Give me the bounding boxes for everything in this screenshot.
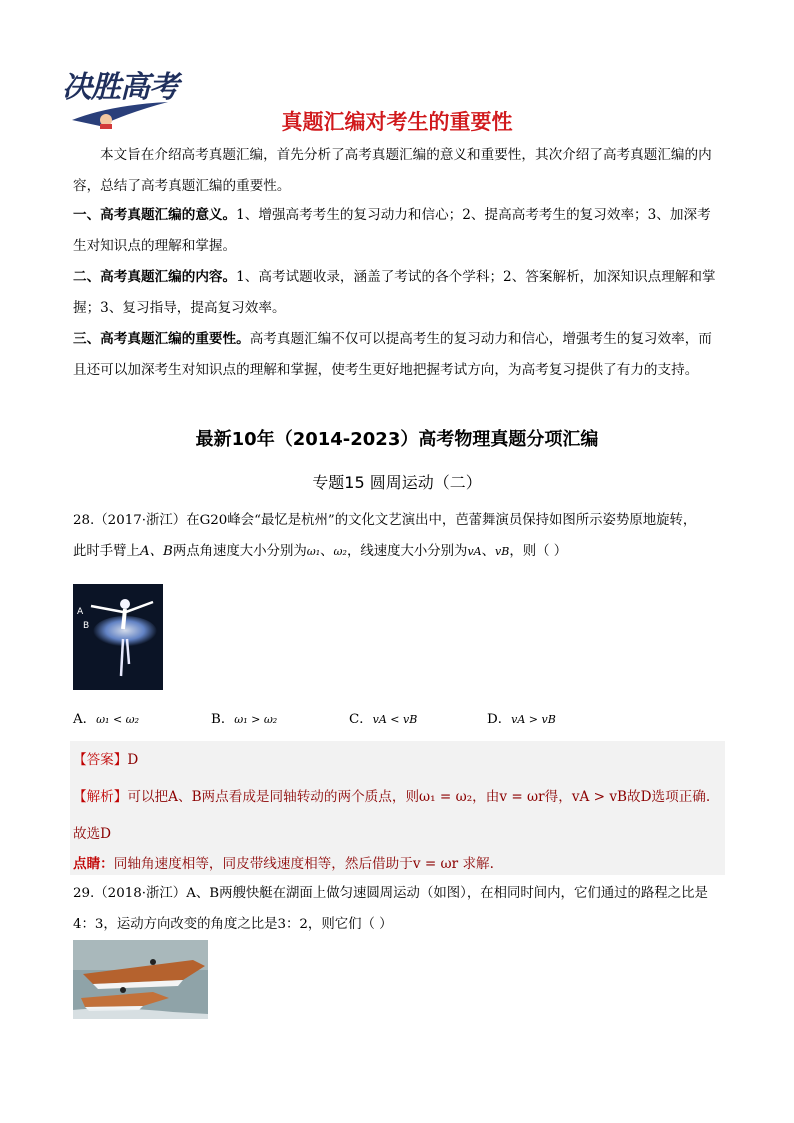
v-b: vB <box>495 545 510 558</box>
question-28-stem <box>73 505 723 567</box>
conclusion-line <box>73 822 111 842</box>
option-text: ω₁ < ω₂ <box>96 713 140 726</box>
stem-points: A、B <box>139 544 173 559</box>
option-a[interactable] <box>73 708 139 727</box>
question-29-stem <box>73 878 723 940</box>
ballet-dancer-icon <box>73 584 163 690</box>
omega-1: ω₁ <box>306 545 321 558</box>
analysis-line <box>73 785 710 805</box>
stem-line-1: 29.（2018·浙江）A、B两艘快艇在湖面上做匀速圆周运动（如图），在相同时间内，它们通过的路程之比是 <box>73 886 708 901</box>
option-b[interactable] <box>211 708 277 727</box>
analysis-text: 可以把A、B两点看成是同轴转动的两个质点，则ω₁ = ω₂，由v = ωr得，vA > vB故D选项正确. <box>127 789 711 805</box>
ballet-dancer-image <box>73 584 163 690</box>
logo-text: 决胜高考 <box>62 70 178 105</box>
v-a: vA <box>467 545 482 558</box>
answer-line <box>73 748 138 768</box>
analysis-label: 【解析】 <box>73 789 128 805</box>
tip-line <box>73 852 494 872</box>
section-label: 三、高考真题汇编的重要性。 <box>73 331 250 347</box>
section-content <box>73 262 723 324</box>
option-letter: C． <box>349 712 373 727</box>
stem-line-2 <box>73 536 723 567</box>
section-text: 1、高考试题收录，涵盖了考试的各个学科；2、答案解析，加深知识点理解和掌握；3、复习指导，提高复习效率。 <box>73 269 716 316</box>
stem-text: ，线速度大小分别为 <box>346 544 468 559</box>
section-text: 1、增强高考考生的复习动力和信心；2、提高高考考生的复习效率；3、加深考生对知识点的理解和掌握。 <box>73 207 711 254</box>
option-d[interactable] <box>487 708 556 727</box>
stem-line-1: 28.（2017·浙江）在G20峰会“最忆是杭州”的文化文艺演出中，芭蕾舞演员保持如图所示姿势原地旋转， <box>73 513 697 528</box>
section-label: 二、高考真题汇编的内容。 <box>73 269 237 285</box>
option-letter: B． <box>211 712 235 727</box>
point-a-label: A <box>77 607 84 617</box>
option-text: ω₁ > ω₂ <box>234 713 278 726</box>
intro-paragraph: 本文旨在介绍高考真题汇编，首先分析了高考真题汇编的意义和重要性，其次介绍了高考真题汇编的内容，总结了高考真题汇编的重要性。 <box>73 147 712 194</box>
stem-text: 此时手臂上 <box>73 544 140 559</box>
option-c[interactable] <box>349 708 417 727</box>
section-label: 一、高考真题汇编的意义。 <box>73 207 237 223</box>
question-28-options <box>73 708 723 732</box>
stem-line-2: 4：3，运动方向改变的角度之比是3：2，则它们（ ） <box>73 917 393 932</box>
speedboats-image <box>73 940 208 1019</box>
collection-title: 最新10年（2014-2023）高考物理真题分项汇编 <box>195 429 599 450</box>
stem-text: ，则（ ） <box>509 544 568 559</box>
stem-text: 两点角速度大小分别为 <box>172 544 307 559</box>
option-text: vA > vB <box>511 713 556 726</box>
point-b-label: B <box>83 621 90 631</box>
section-text: 高考真题汇编不仅可以提高考生的复习动力和信心，增强考生的复习效率，而且还可以加深考生对知识点的理解和掌握，使考生更好地把握考试方向，为高考复习提供了有力的支持。 <box>73 331 712 378</box>
omega-2: ω₂ <box>333 545 347 558</box>
tip-text: 同轴角速度相等，同皮带线速度相等，然后借助于v = ωr 求解. <box>113 856 494 872</box>
topic-title: 专题15 圆周运动（二） <box>312 473 482 492</box>
answer-label: 【答案】 <box>73 752 128 768</box>
option-text: vA < vB <box>372 713 418 726</box>
tip-label: 点睛： <box>73 856 114 872</box>
option-letter: A． <box>73 712 97 727</box>
option-letter: D． <box>487 712 512 727</box>
section-importance <box>73 324 723 386</box>
separator: 、 <box>481 544 496 559</box>
speedboats-icon <box>73 940 208 1019</box>
main-title: 真题汇编对考生的重要性 <box>281 110 513 134</box>
answer-value: D <box>127 752 139 768</box>
section-meaning <box>73 200 723 262</box>
conclusion-text: 故选D <box>73 826 112 842</box>
separator: 、 <box>320 544 334 559</box>
